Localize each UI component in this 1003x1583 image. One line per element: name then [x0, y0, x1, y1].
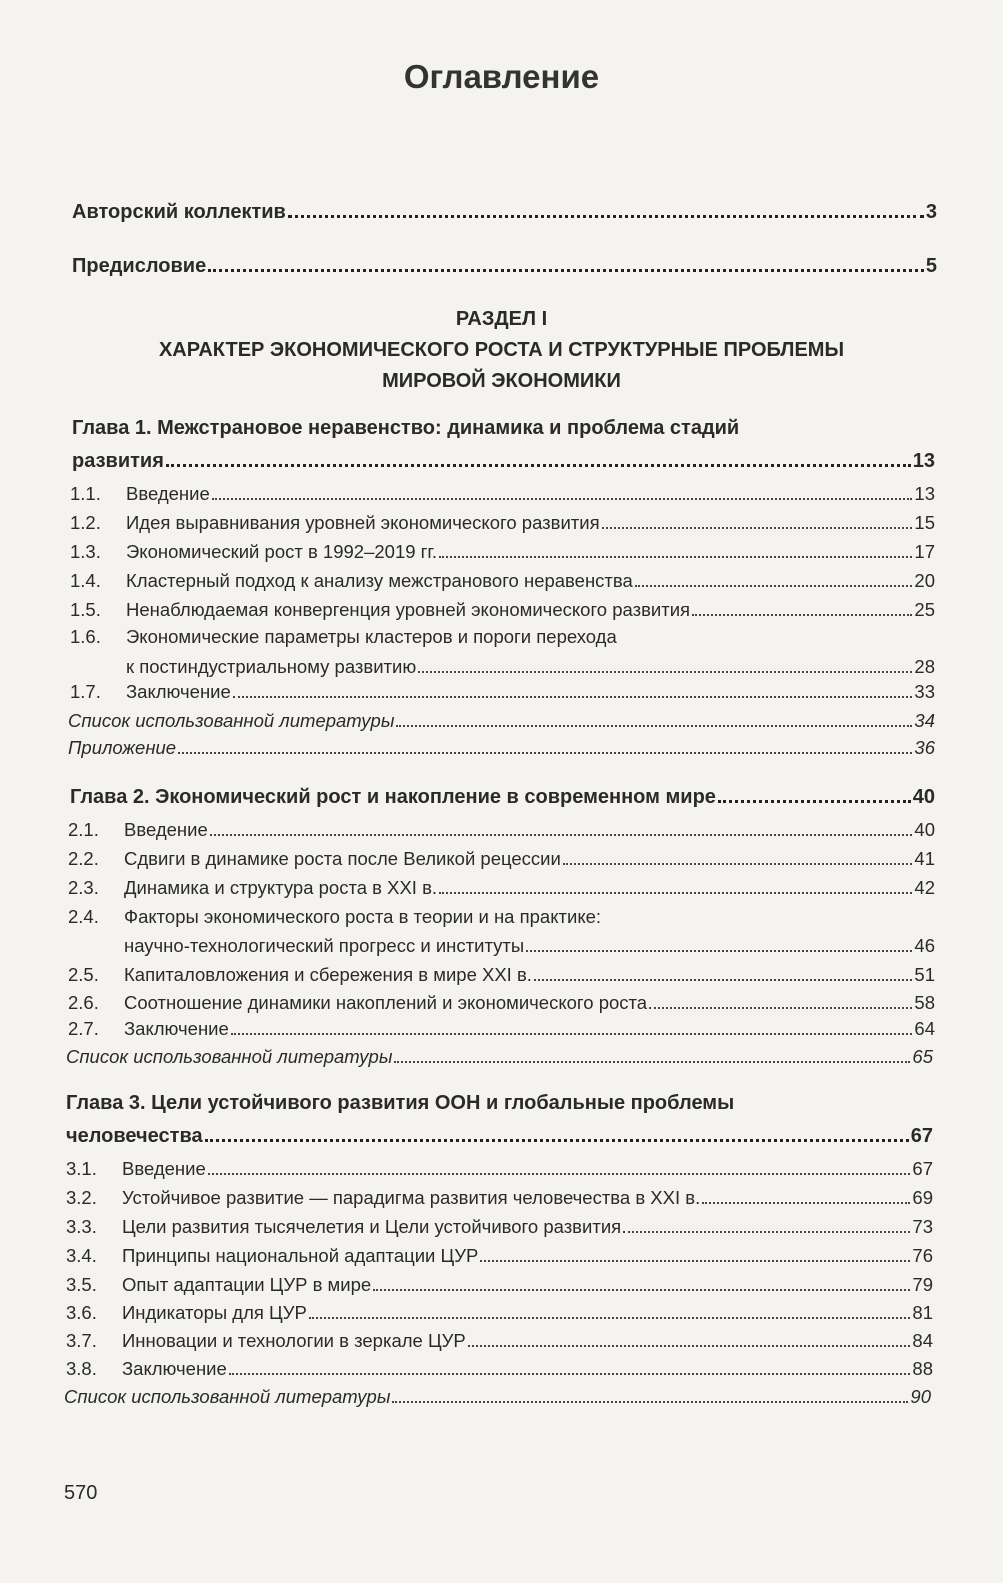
toc-subentry[interactable]: 3.5. Опыт адаптации ЦУР в мире 79: [66, 1274, 933, 1295]
toc-bibliography[interactable]: Список использованной литературы 90: [64, 1386, 931, 1407]
entry-page: 5: [925, 255, 937, 277]
dot-leader: [208, 269, 924, 272]
entry-label: Авторский коллектив: [72, 201, 286, 223]
toc-subentry[interactable]: 2.5. Капиталовложения и сбережения в мире XXI в. 51: [68, 964, 935, 985]
toc-subentry[interactable]: 2.2. Сдвиги в динамике роста после Великой рецессии 41: [68, 848, 935, 869]
toc-subentry[interactable]: 3.3. Цели развития тысячелетия и Цели устойчивого развития 73: [66, 1216, 933, 1237]
entry-page: 3: [925, 201, 937, 223]
section-title-line1: ХАРАКТЕР ЭКОНОМИЧЕСКОГО РОСТА И СТРУКТУРНЫЕ ПРОБЛЕМЫ: [158, 339, 845, 361]
page-number: 570: [64, 1482, 98, 1504]
chapter-2-entry[interactable]: [70, 785, 935, 809]
toc-subentry[interactable]: научно-технологический прогресс и институты 46: [124, 935, 935, 956]
toc-subentry[interactable]: 2.1. Введение 40: [68, 819, 935, 840]
toc-subentry[interactable]: 1.5. Ненаблюдаемая конвергенция уровней экономического развития 25: [70, 599, 935, 620]
chapter-3-title[interactable]: Глава 3. Цели устойчивого развития ООН и глобальные проблемы: [66, 1092, 735, 1114]
entry-label: Предисловие: [72, 255, 207, 277]
dot-leader: [166, 464, 911, 467]
entry-page: 13: [912, 450, 935, 472]
section-label: РАЗДЕЛ I: [455, 308, 548, 330]
section-title-line2: МИРОВОЙ ЭКОНОМИКИ: [382, 370, 621, 392]
toc-subentry[interactable]: 1.2. Идея выравнивания уровней экономического развития 15: [70, 512, 935, 533]
page-title: Оглавление: [403, 58, 600, 95]
toc-subentry[interactable]: 3.1. Введение 67: [66, 1158, 933, 1179]
toc-subentry-line1[interactable]: 2.4. Факторы экономического роста в теории и на практике:: [68, 906, 602, 927]
chapter-3-entry[interactable]: [66, 1124, 933, 1148]
entry-page: 67: [910, 1125, 933, 1147]
toc-subentry-line1[interactable]: 1.6. Экономические параметры кластеров и пороги перехода: [70, 626, 617, 647]
chapter-1-title[interactable]: Глава 1. Межстрановое неравенство: динамика и проблема стадий: [72, 417, 740, 439]
toc-subentry[interactable]: 2.3. Динамика и структура роста в XXI в. 42: [68, 877, 935, 898]
toc-appendix[interactable]: Приложение 36: [68, 737, 935, 758]
entry-label: Глава 2. Экономический рост и накопление в современном мире: [70, 786, 716, 808]
toc-bibliography[interactable]: Список использованной литературы 34: [68, 710, 935, 731]
chapter-1-entry[interactable]: [72, 449, 935, 473]
toc-subentry[interactable]: 1.3. Экономический рост в 1992–2019 гг. 17: [70, 541, 935, 562]
toc-subentry[interactable]: 3.7. Инновации и технологии в зеркале ЦУР 84: [66, 1330, 933, 1351]
toc-subentry[interactable]: 2.6. Соотношение динамики накоплений и экономического роста 58: [68, 992, 935, 1013]
toc-entry-authors[interactable]: [72, 200, 937, 224]
toc-subentry[interactable]: 3.2. Устойчивое развитие — парадигма развития человечества в XXI в. 69: [66, 1187, 933, 1208]
toc-subentry[interactable]: 1.7. Заключение 33: [70, 681, 935, 702]
entry-label: развития: [72, 450, 164, 472]
toc-subentry[interactable]: 2.7. Заключение 64: [68, 1018, 935, 1039]
toc-subentry[interactable]: 3.4. Принципы национальной адаптации ЦУР 76: [66, 1245, 933, 1266]
dot-leader: [288, 215, 924, 218]
entry-label: человечества: [66, 1125, 203, 1147]
toc-subentry[interactable]: 3.6. Индикаторы для ЦУР 81: [66, 1302, 933, 1323]
toc-subentry[interactable]: 1.4. Кластерный подход к анализу межстранового неравенства 20: [70, 570, 935, 591]
entry-page: 40: [912, 786, 935, 808]
toc-subentry[interactable]: 1.1. Введение 13: [70, 483, 935, 504]
toc-subentry[interactable]: к постиндустриальному развитию 28: [126, 656, 935, 677]
toc-entry-preface[interactable]: [72, 254, 937, 278]
toc-subentry[interactable]: 3.8. Заключение 88: [66, 1358, 933, 1379]
toc-bibliography[interactable]: Список использованной литературы 65: [66, 1046, 933, 1067]
